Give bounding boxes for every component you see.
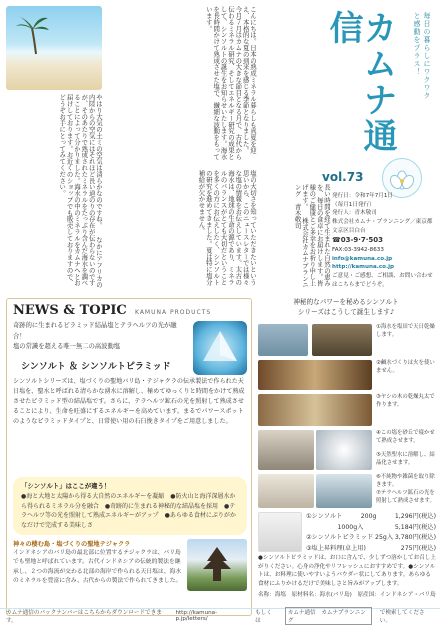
ripening-photo — [258, 430, 314, 470]
step-caption-5: ⑤天然聖水に溶解し、結晶化させます。 — [376, 452, 435, 466]
volume-number: vol.73 — [322, 170, 364, 184]
salt-work-photo — [312, 324, 372, 356]
item2-size: 25g入 — [375, 534, 394, 542]
product-note — [258, 554, 436, 599]
product-title: シンソルト ＆ シンソルトピラミッド — [21, 362, 171, 372]
bali-temple-photo — [187, 539, 247, 591]
item2-name: ②シンソルトピラミッド — [306, 534, 374, 542]
step-caption-3: ③ヤシの木の乾燥丸太で作ります。 — [376, 394, 435, 408]
item3-price: 275円(税込) — [400, 544, 436, 552]
shrine-title: 神々の棲む島・塩づくりの聖地テジャクラ — [13, 541, 131, 548]
news-subheading: KAMUNA PRODUCTS — [135, 309, 212, 316]
email-address[interactable]: info@kamuna.co.jp — [332, 255, 393, 262]
origin-line: 名称：海塩 原材料名：海水(バリ島) 原産国：インドネシア・バリ島 — [258, 591, 436, 598]
item1-size2: 1000g入 — [337, 523, 364, 531]
item1-price1: 1,296円(税込) — [394, 513, 436, 520]
step-caption-4: ④この塩を砂丘で寝かせて熟成させます。 — [376, 430, 435, 444]
phone-number: ☎03-9·7·503 — [332, 236, 384, 245]
footer-search-text: で検索してください。 — [379, 609, 425, 624]
drying-logs-photo — [258, 394, 372, 426]
palm-tree-icon — [14, 14, 50, 54]
footer-or: もしくは — [255, 609, 272, 624]
article-column-mid: こんにちは。日本の熟成ミネラル暮らしも真夏を迎え、本格的な夏の到来を感じる季節となりました。 今月７月はカムナの大きな節目となる月で、古代から伝わるミネラル研究、そしてエネルギー研究の成果として、シンソルトの誕生をお知らせいたします。海水を長時間かけて熟成させた塩で、繊細な波動をもっています。 — [204, 6, 257, 160]
terahertz-photo — [316, 474, 372, 508]
backnumber-link[interactable]: http://kamuna-p.jp/letters/ — [175, 609, 218, 622]
publisher-info — [332, 192, 436, 292]
item1-price2: 5,184円(税込) — [394, 523, 436, 531]
search-keyword-box: カムナ通信 カムナプランニング — [285, 607, 372, 625]
product-description: シンソルトシリーズは、塩づくりの聖地バリ島・テジャクラの伝承製法で作られた天日塩を、聖水と呼ばれる清らかな湧水に溶解し、極めてゆっくりと時間をかけて熟成させたピラミッド型の結晶塩です。さらに、テラヘルツ鉱石の光を照射して熟成させることにより、生命を旺盛にするエネルギーを高めています。まるでパワースポットのようなピラミッドタイプと、日常使い用の石臼挽きタイプをご用意しました。 — [13, 378, 245, 426]
news-heading: NEWS & TOPIC — [13, 303, 127, 318]
pyramid-salt-photo — [193, 321, 247, 375]
highlight-box — [13, 477, 247, 535]
newsletter-title: カムナ通信 — [323, 10, 397, 154]
item1-size1: 200g — [360, 513, 377, 520]
product-packages-photo — [258, 512, 302, 552]
highlight-title: 「シンソルト」はここが違う！ — [21, 482, 111, 490]
footer — [0, 608, 440, 622]
highlight-body: ●海と大地と太陽から得る大自然のエネルギーを凝縮 ●防火山と海洋深層水から得られるミネラル分を融合 ●奇跡的に生まれる神秘的な結晶塩を採用 ●テラヘルツ等の光を照射して熟成エネルギーがアップ ●あらゆる食材にぷりがかなだけで完成する美味しさ — [21, 493, 236, 529]
publisher-name: 発行人：青木敬司 — [332, 210, 377, 217]
website-link[interactable]: http://kamuna.co.jp — [332, 264, 395, 271]
price-list — [306, 512, 436, 554]
step-caption-7: ⑦テラヘルツ鉱石の光を照射して熟成させます。 — [376, 490, 435, 504]
news-lead-1: 奇跡的に生まれるピラミッド結晶塩とテラヘルツの光が融合！ — [13, 322, 177, 340]
step-caption-6: ⑥不純物や雑菌を取り除きます。 — [376, 474, 435, 488]
fax-number: FAX:03-3942-8633 — [332, 247, 384, 254]
item3-name: ③塩上昇料理(卓上用) — [306, 544, 366, 552]
news-topic-box — [6, 298, 252, 616]
company-name: 株式会社カムナ・プランニング／東京都文京区目白台 — [332, 218, 433, 234]
item2-price: 3,780円(税込) — [394, 534, 436, 542]
beach-photo — [6, 6, 102, 90]
article-column-left: やはり大気の土ミの空気は清らかなのですね。 なかにアフリカの内陸からの空気にはそれほど長い道のりの存在が伝わらないのですが、そのあたりで熟成されたミネラルをたっぷり含んだ海水を調べることによって分かりました。海水の中のミネラルをカムナへとお届けしております。お近くのショップでも販売しておりますので、どうぞお手にとってみてください。 — [58, 94, 103, 288]
footer-text: カムナ通信のバックナンバーはこちらからダウンロードできます。 — [6, 609, 162, 624]
shrine-body: インドネシアのバリ島の最北部に位置するテジャクラは、バリ島でも聖地と呼ばれています。古代インドネシアの伝統的製法を継承し、２つの海流が交わる北部の海岸で作られる天日塩は、海水のミネラルを豊富に含み、古代からの製法で作られてきました。 — [13, 550, 182, 584]
filtering-photo — [258, 474, 314, 508]
article-column-mid-lower: 塩の大切さを知っていただきたいという思いから、このニュースレターでは様々な塩の情報をお伝えしています。太古の海水は、地球の生命の源であり、ミネラルのバランスがとても大切だということを多くの方にお伝えしたく、シンソルトの研究を進めてきました。夏は特に塩分補給が欠かせません。 — [197, 170, 257, 286]
contact-note: ご意見・ご感想、ご相談、お問い合わせはこちらまでどうぞ。 — [332, 273, 433, 288]
fire-pot-photo — [258, 360, 372, 390]
tagline: 毎日の暮らしにワクワクと感動をプラス！ — [413, 12, 431, 100]
step-caption-2: ②鹹水づくりは火を使いません。 — [376, 360, 435, 374]
item1-name: ①シンソルト — [306, 513, 343, 520]
salt-field-photo — [258, 324, 308, 356]
article-column-right: 長い時間を経て生まれた自然の恵みを、毎日の食卓にお届けします。皆様のご健康とご多幸をお祈り申し上げます。 株式会社カムナプランニング 青木敬司 — [293, 184, 331, 288]
publish-frequency: （毎月1日発行） — [332, 201, 375, 208]
news-lead — [13, 321, 183, 353]
publish-date: 発行日：令和7年7月1日 — [332, 193, 394, 199]
crystal-photo — [316, 430, 372, 470]
products-header: 神秘的なパワーを秘めるシンソルト シリーズはこうして誕生します♪ — [293, 298, 399, 316]
usage-note: ●シンソルトピラミッドは、お口に含んで、少しずつ溶かしてお召し上がりください。心身の浄化やリフレッシュにおすすめです。●シンソルトは、お料理に使いやすいようパウダー状にしてあります。あらゆる食材にふりかけるだけで美味しさと旨みがアップします。 — [258, 555, 436, 587]
step-caption-1: ①海水を塩田で天日乾燥します。 — [376, 324, 435, 338]
news-lead-2: 塩の常識を超える唯一無二の高波動塩 — [13, 343, 121, 351]
